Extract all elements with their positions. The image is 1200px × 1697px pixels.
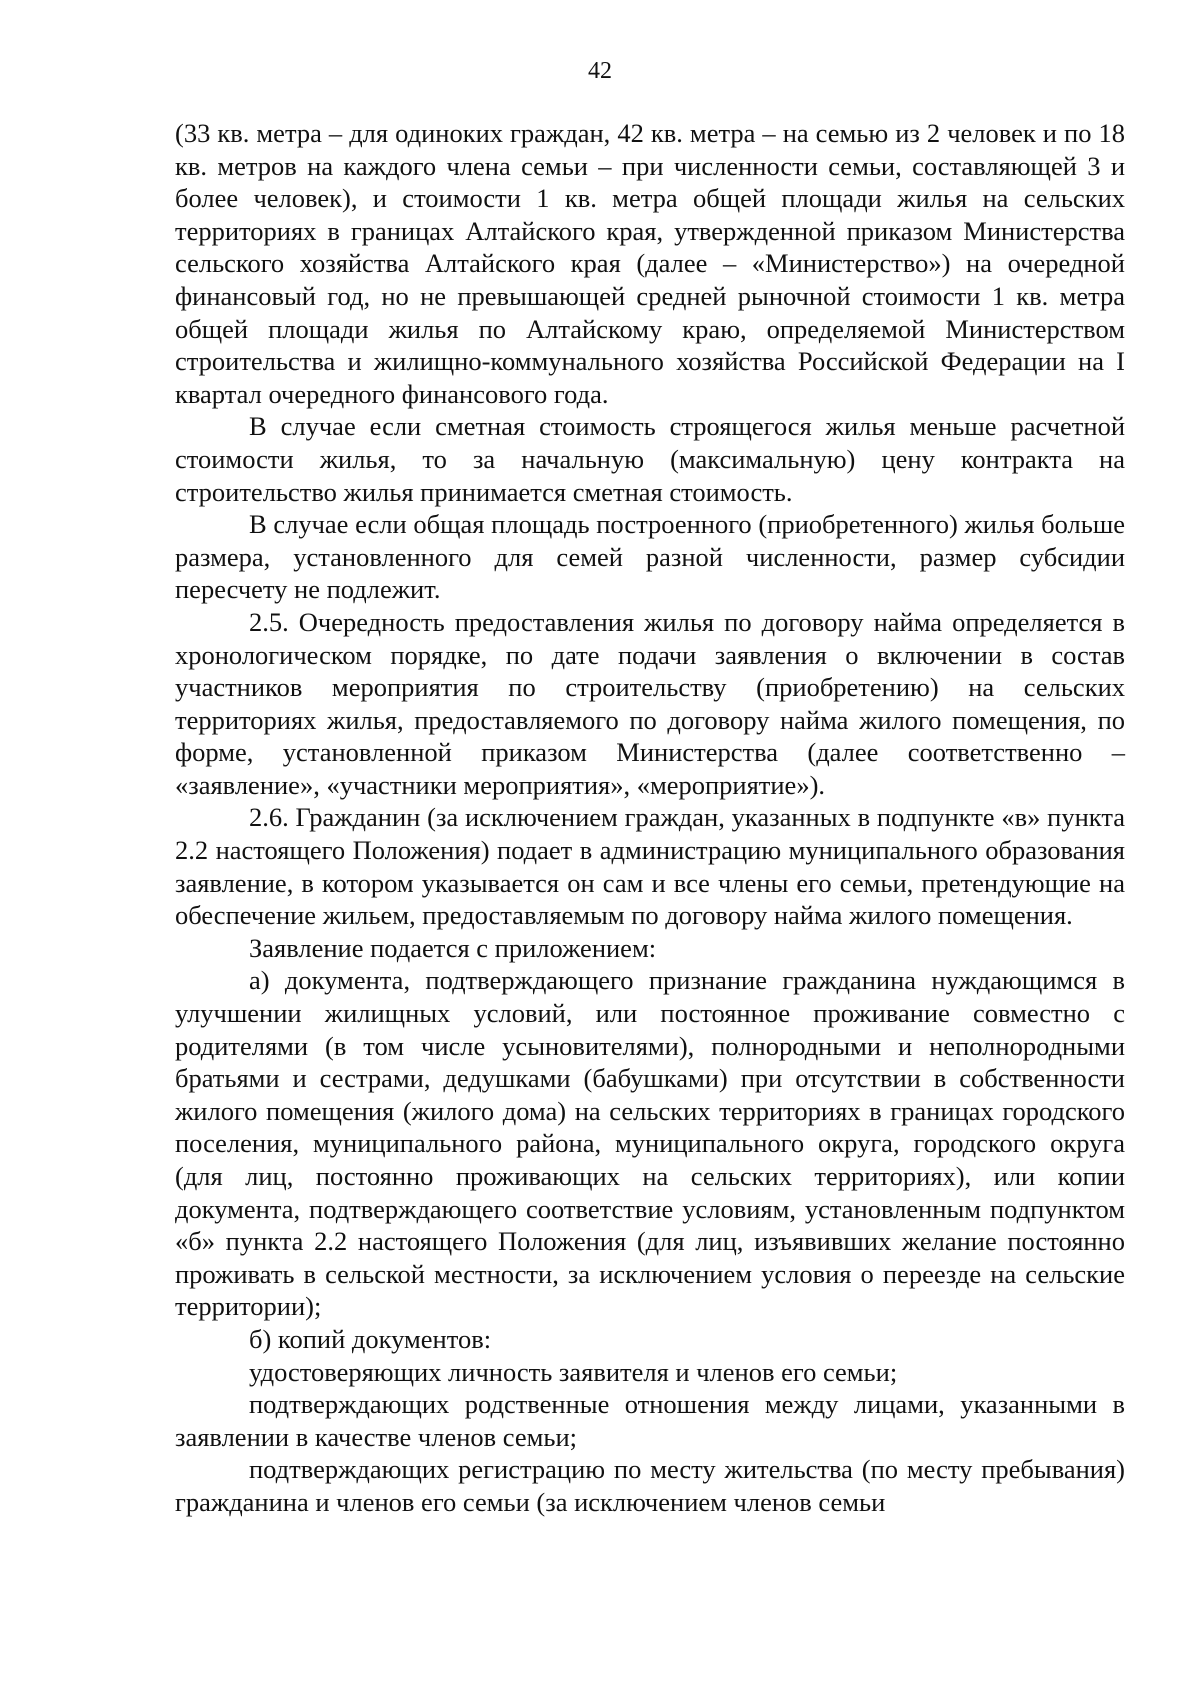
paragraph-2-6: 2.6. Гражданин (за исключением граждан, указанных в подпункте «в» пункта 2.2 настоящего Положения) подает в администрацию муниципального образования заявление, в котором указывается он сам и все члены его семьи, претендующие на обеспечение жильем, предоставляемым по договору найма жилого помещения. [175,802,1125,931]
paragraph-attachments-intro: Заявление подается с приложением: [249,932,657,963]
paragraph-area-norms: (33 кв. метра – для одиноких граждан, 42 кв. метра – на семью из 2 человек и по 18 кв. метров на каждого члена семьи – при численности семьи, составляющей 3 и более человек), и стоимости 1 кв. метра общей площади жилья на сельских территориях в границах Алтайского края, утвержденной приказом Министерства сельского хозяйства Алтайского края (далее – «Министерство») на очередной финансовый год, но не превышающей средней рыночной стоимости 1 кв. метра общей площади жилья по Алтайскому краю, определяемой Министерством строительства и жилищно-коммунального хозяйства Российской Федерации на I квартал очередного финансового года. [175,118,1125,409]
paragraph-estimated-cost: В случае если сметная стоимость строящегося жилья меньше расчетной стоимости жилья, то за начальную (максимальную) цену контракта на строительство жилья принимается сметная стоимость. [175,411,1125,507]
paragraph-registration-docs: подтверждающих регистрацию по месту жительства (по месту пребывания) гражданина и членов его семьи (за исключением членов семьи [175,1454,1125,1517]
paragraph-area-exceeds: В случае если общая площадь построенного (приобретенного) жилья больше размера, установленного для семей разной численности, размер субсидии пересчету не подлежит. [175,509,1125,605]
paragraph-kinship-docs: подтверждающих родственные отношения между лицами, указанными в заявлении в качестве членов семьи; [175,1389,1125,1452]
paragraph-2-5: 2.5. Очередность предоставления жилья по договору найма определяется в хронологическом порядке, по дате подачи заявления о включении в состав участников мероприятия по строительству (приобретению) на сельских территориях жилья, предоставляемого по договору найма жилого помещения, по форме, установленной приказом Министерства (далее соответственно – «заявление», «участники мероприятия», «мероприятие»). [175,606,1125,800]
document-body [175,117,1125,1519]
paragraph-item-b: б) копий документов: [249,1323,492,1354]
page-number: 42 [588,58,612,84]
paragraph-identity-docs: удостоверяющих личность заявителя и членов его семьи; [249,1356,898,1387]
paragraph-item-a: а) документа, подтверждающего признание гражданина нуждающимся в улучшении жилищных условий, или постоянное проживание совместно с родителями (в том числе усыновителями), полнородными и неполнородными братьями и сестрами, дедушками (бабушками) при отсутствии в собственности жилого помещения (жилого дома) на сельских территориях в границах городского поселения, муниципального района, муниципального округа, городского округа (для лиц, постоянно проживающих на сельских территориях), или копии документа, подтверждающего соответствие условиям, установленным подпунктом «б» пункта 2.2 настоящего Положения (для лиц, изъявивших желание постоянно проживать в сельской местности, за исключением условия о переезде на сельские территории); [175,965,1125,1322]
